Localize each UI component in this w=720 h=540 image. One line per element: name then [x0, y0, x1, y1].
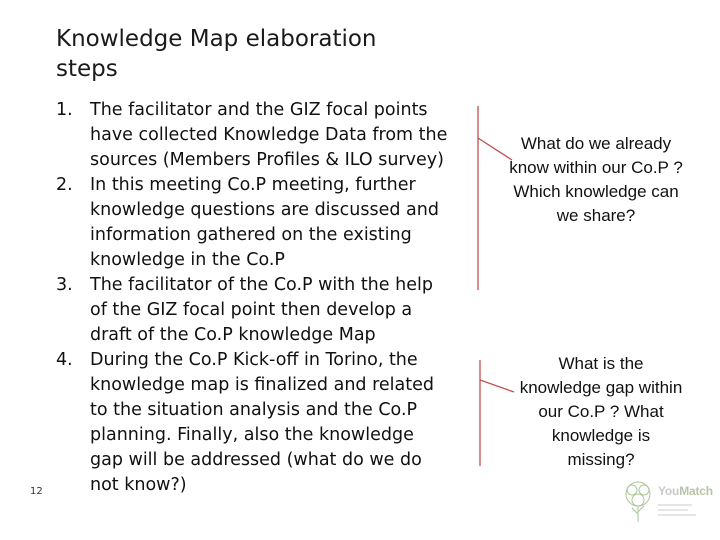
- page-number: 12: [30, 486, 43, 497]
- callout-bracket-1-pointer: [478, 138, 512, 160]
- step-text: The facilitator of the Co.P with the help of the GIZ focal point then develop a draft of the Co.P knowledge Map: [90, 275, 433, 345]
- step-number: 4.: [56, 350, 73, 370]
- tree-icon: [618, 476, 658, 536]
- step-number: 3.: [56, 275, 73, 295]
- callout-known-knowledge: What do we already know within our Co.P ? Which knowledge can we share?: [509, 134, 683, 225]
- callout-bracket-2-pointer: [480, 380, 514, 392]
- step-text: In this meeting Co.P meeting, further knowledge questions are discussed and information gathered on the existing knowledge in the Co.P: [90, 175, 439, 270]
- step-text: During the Co.P Kick-off in Torino, the knowledge map is finalized and related to the situation analysis and the Co.P planning. Finally, also the knowledge gap will be addressed (what do we do not know?): [90, 350, 434, 495]
- logo: [618, 476, 718, 536]
- logo-text: [658, 484, 713, 498]
- slide-title: Knowledge Map elaboration steps: [56, 26, 377, 82]
- callout-bracket-1: [478, 106, 512, 290]
- callout-bracket-2: [480, 360, 514, 466]
- step-number: 2.: [56, 175, 73, 195]
- logo-tagline-decoration: [658, 502, 708, 522]
- step-number: 1.: [56, 100, 73, 120]
- logo-text-accent: Match: [679, 484, 713, 498]
- logo-text-plain: You: [658, 484, 680, 498]
- step-text: The facilitator and the GIZ focal points have collected Knowledge Data from the sources (Members Profiles & ILO survey): [90, 100, 448, 170]
- callout-knowledge-gap: What is the knowledge gap within our Co.P ? What knowledge is missing?: [519, 354, 683, 469]
